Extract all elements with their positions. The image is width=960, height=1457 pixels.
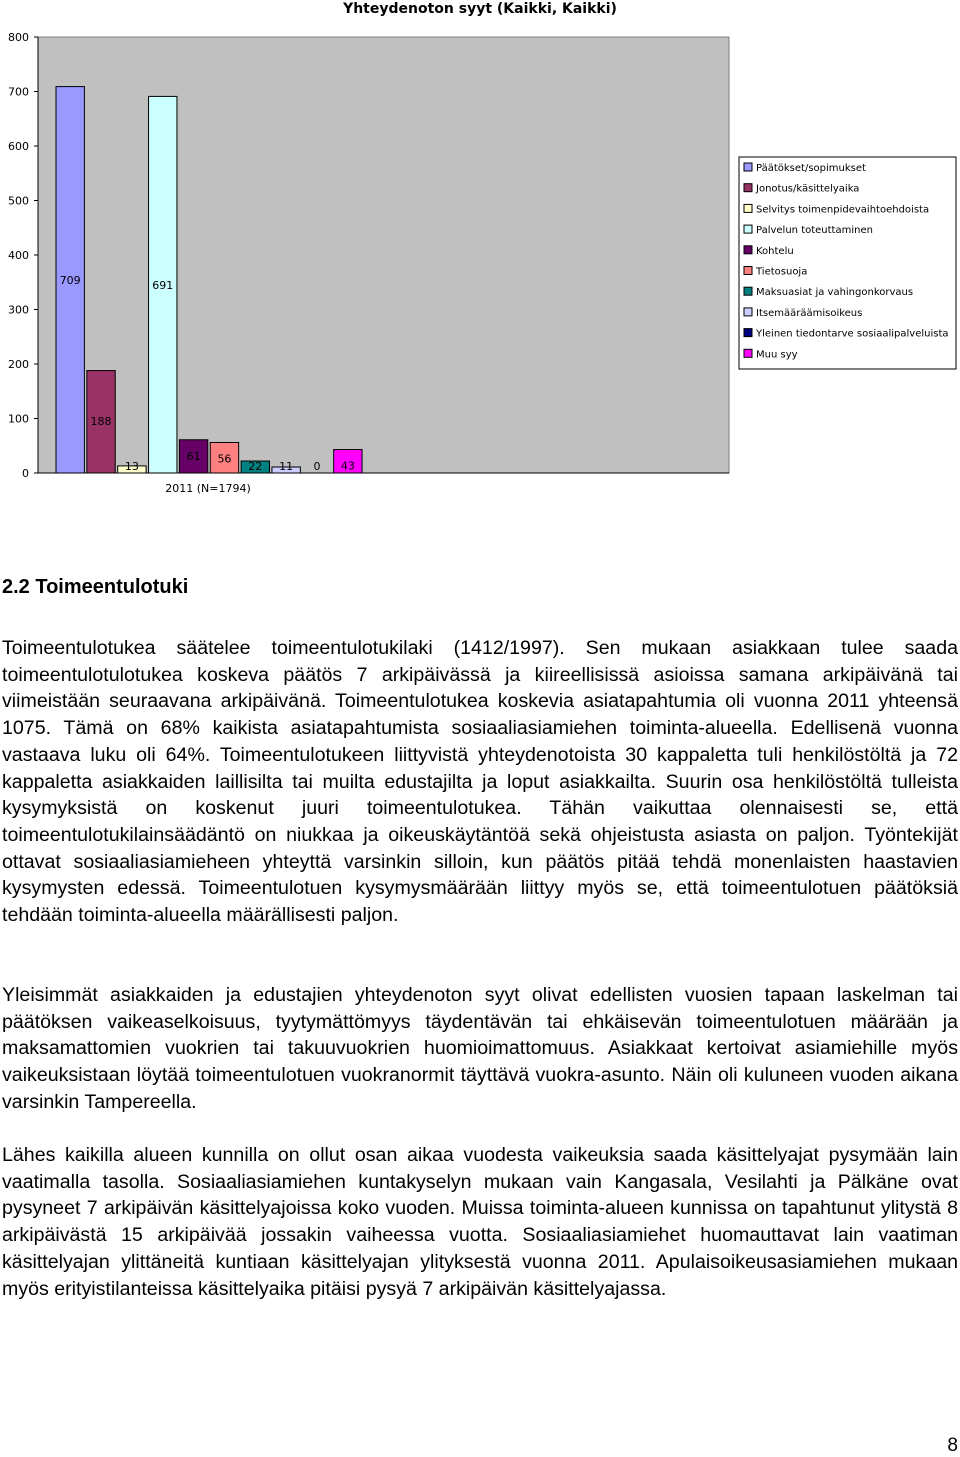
legend-swatch [744,329,752,337]
legend-entry: Yleinen tiedontarve sosiaalipalveluista [756,328,949,340]
legend-swatch [744,287,752,295]
bar-data-label: 188 [90,415,112,428]
legend-swatch [744,204,752,212]
bar-data-label: 0 [313,460,321,473]
bar-data-label: 691 [152,279,174,292]
legend-swatch [744,163,752,171]
y-tick-label: 0 [22,467,29,480]
y-tick-label: 200 [8,358,29,371]
legend-entry: Muu syy [756,349,798,361]
legend-swatch [744,308,752,316]
bar-data-label: 22 [248,460,263,473]
legend-entry: Itsemääräämisoikeus [756,307,863,319]
bar-data-label: 61 [186,449,201,463]
legend-swatch [744,184,752,192]
bar-data-label: 709 [59,274,81,287]
section-heading: 2.2 Toimeentulotuki [2,576,189,598]
legend-entry: Maksuasiat ja vahingonkorvaus [756,287,914,299]
y-tick-label: 700 [8,85,29,99]
page-number: 8 [947,1435,958,1456]
legend-swatch [744,267,752,275]
legend-entry: Tietosuoja [756,266,808,278]
body-paragraph: Toimeentulotukea säätelee toimeentulotukilaki (1412/1997). Sen mukaan asiakkaan tulee saada toimeentulotulotukea koskeva päätös 7 arkipäivässä ja kiireellisissä asioissa samana arkipäivänä tai viimeistään seuraavana arkipäivänä. Toimeentulotukea koskevia asiatapahtumia oli vuonna 2011 yhteensä 1075. Tämä on 68% kaikista asiatapahtumista sosiaaliasiamiehen toiminta-alueella. Edellisenä vuonna vastaava luku oli 64%. Toimeentulotukeen liittyvistä yhteydenotoista 30 kappaletta tuli henkilöstöltä ja 72 kappaletta asiakkaiden laillisilta tai muilta edustajilta ja loput asiakkailta. Suurin osa henkilöstöltä tulleista kysymyksistä on koskenut juuri toimeentulotukea. Tähän vaikuttaa olennaisesti se, että toimeentulotukilainsäädäntö on niukkaa ja oikeuskäytäntöä sekä ohjeistusta asiasta on paljon. Työntekijät ottavat sosiaaliasiamieheen yhteyttä varsinkin silloin, kun päätös pitää tehdä monenlaisten haastavien kysymysten edessä. Toimeentulotuen kysymysmäärään liittyy myös se, että toimeentulotuen päätöksiä tehdään toiminta-alueella määrällisesti paljon. [2,637,958,927]
y-axis [8,31,38,480]
body-paragraph: Lähes kaikilla alueen kunnilla on ollut osan aikaa vuodesta vaikeuksia saada käsittelyajat pysymään lain vaatimalla tasolla. Sosiaaliasiamiehen kuntakyselyn mukaan vain Kangasala, Vesilahti ja Pälkäne ovat pysyneet 7 arkipäivän käsittelyajoissa koko vuoden. Muissa toiminta-alueen kunnissa on tapahtunut ylitystä 8 arkipäivästä 15 arkipäivää jossakin vaiheessa vuotta. Sosiaaliasiamiehet huomauttavat lain vaatiman käsittelyajan ylittäneitä kuntiaan käsittelyajan ylityksestä vuonna 2011. Apulaisoikeusasiamiehen mukaan myös erityistilanteissa käsittelyaika pitäisi pysyä 7 arkipäivän käsittelyajassa. [2,1144,958,1300]
legend-entry: Palvelun toteuttaminen [756,225,873,237]
bar-data-label: 11 [279,460,294,473]
chart-title: Yhteydenoton syyt (Kaikki, Kaikki) [343,1,617,17]
legend-entry: Päätökset/sopimukset [756,163,866,174]
legend-swatch [744,349,752,357]
y-tick-label: 300 [8,303,29,317]
y-tick-label: 400 [8,249,29,262]
y-tick-label: 800 [8,31,29,44]
legend-entry: Selvitys toimenpidevaihtoehdoista [756,204,930,216]
chart-legend [739,157,956,369]
y-tick-label: 600 [8,140,29,153]
legend-swatch [744,246,752,254]
bar-chart [0,0,960,500]
y-tick-label: 500 [8,194,29,208]
legend-entry: Jonotus/käsittelyaika [756,183,860,195]
plot-area [38,37,729,473]
x-axis-label: 2011 (N=1794) [165,482,251,495]
bar-data-label: 56 [217,452,232,466]
legend-entry: Kohtelu [756,245,794,257]
bar-data-label: 43 [340,459,355,473]
y-tick-label: 100 [8,412,29,426]
body-paragraph: Yleisimmät asiakkaiden ja edustajien yhteydenoton syyt olivat edellisten vuosien tapaan laskelman tai päätöksen vaikeaselkoisuus, tyytymättömyys täydentävän tai ehkäisevän toimeentulotuen määrään ja maksamattomien vuokrien tai takuuvuokrien huomioimattomuus. Asiakkaat kertoivat asiamiehille myös vaikeuksistaan löytää toimeentulotuen vuokranormit täyttävä vuokra-asunto. Näin oli kuluneen vuoden aikana varsinkin Tampereella. [2,984,958,1113]
chart-canvas [0,0,960,500]
legend-swatch [744,225,752,233]
bar-data-label: 13 [124,460,139,473]
